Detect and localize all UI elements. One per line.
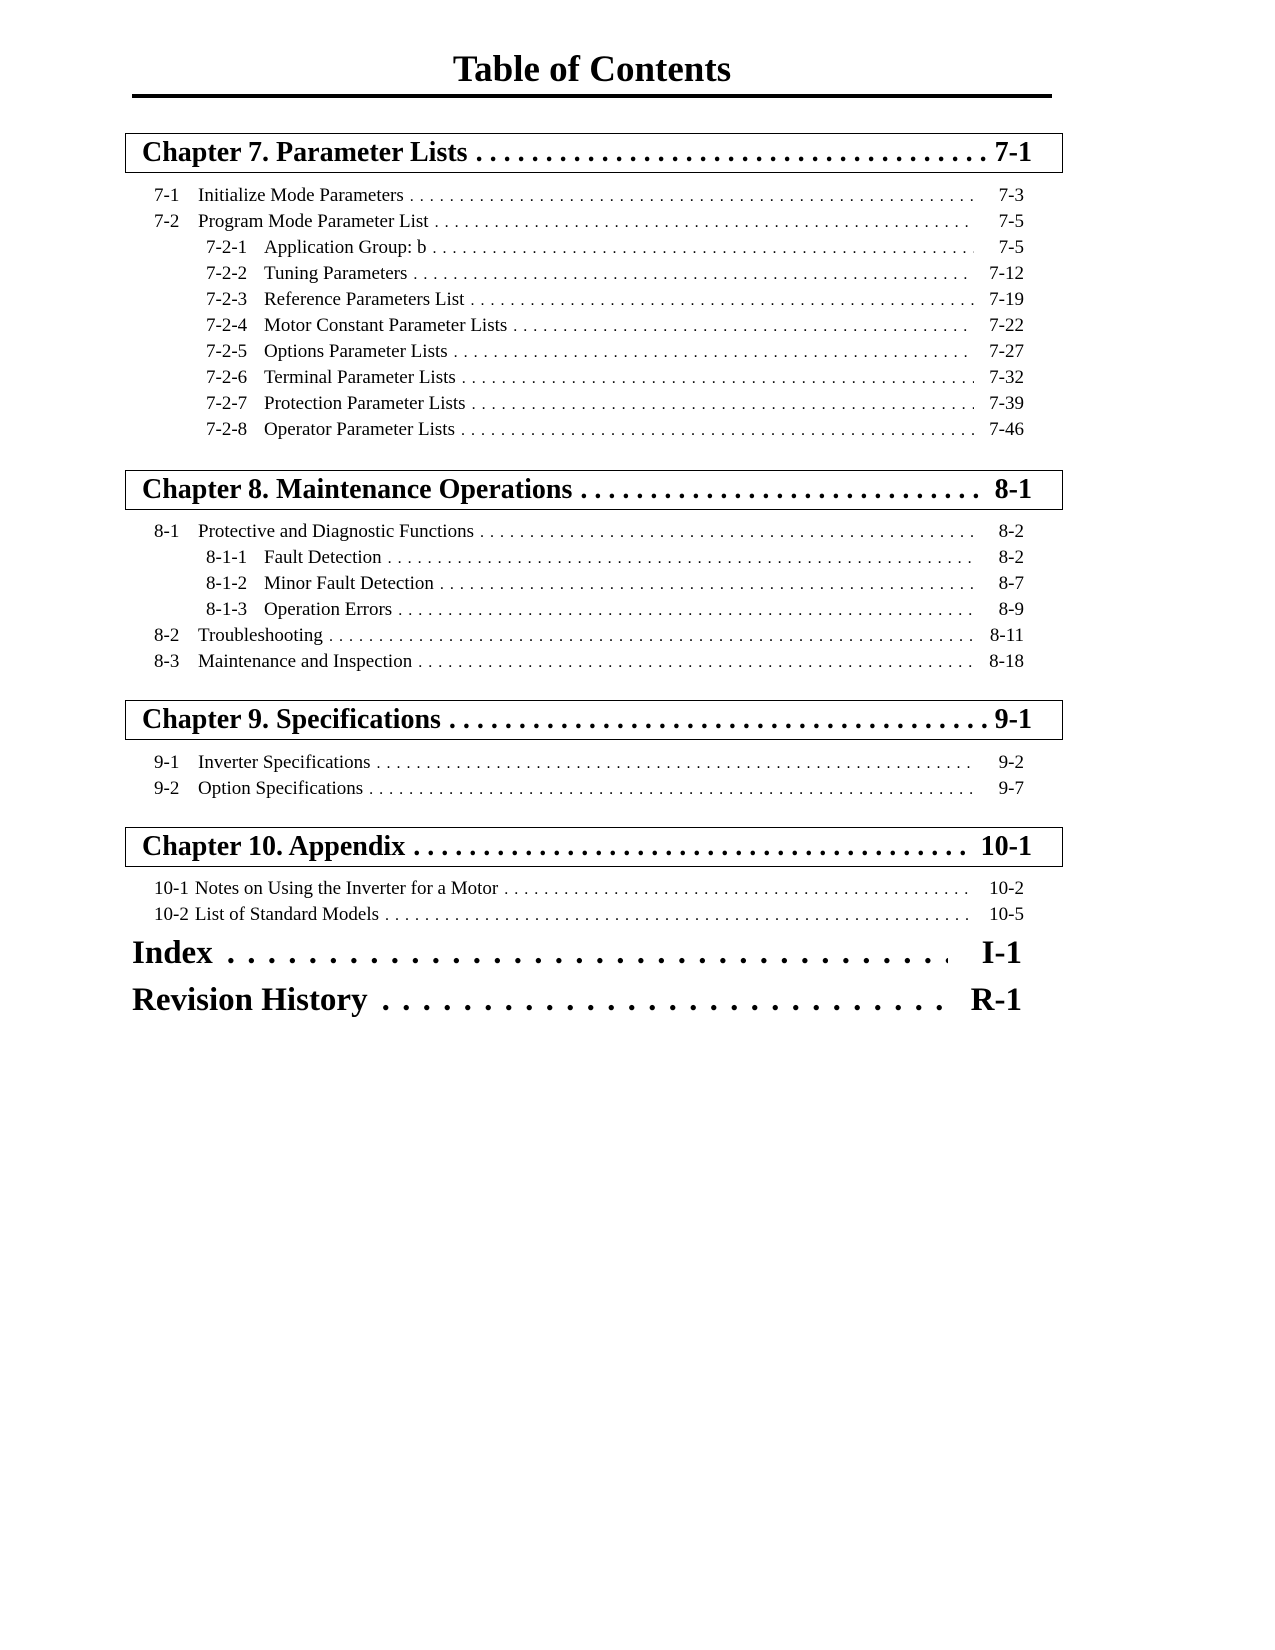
leader-dots xyxy=(504,878,974,900)
toc-entry-8-2[interactable] xyxy=(154,623,1024,649)
section-label: Options Parameter Lists xyxy=(264,341,448,362)
chapter-7-heading[interactable] xyxy=(125,133,1063,173)
toc-entry-7-1[interactable] xyxy=(154,183,1024,209)
chapter-page: 8-1 xyxy=(994,473,1032,505)
section-page: 7-12 xyxy=(989,263,1024,284)
leader-dots xyxy=(440,573,974,595)
section-number: 7-2-2 xyxy=(206,263,248,284)
toc-entry-7-2-5[interactable] xyxy=(206,339,1024,365)
leader-dots xyxy=(449,704,987,736)
chapter-title: Chapter 10. Appendix xyxy=(142,830,406,862)
section-number: 7-1 xyxy=(154,185,180,206)
toc-entry-8-1-3[interactable] xyxy=(206,597,1024,623)
section-label: Minor Fault Detection xyxy=(264,573,434,594)
chapter-page: 7-1 xyxy=(994,136,1032,168)
leader-dots xyxy=(413,831,972,863)
toc-entry-8-1-2[interactable] xyxy=(206,571,1024,597)
section-page: 10-5 xyxy=(989,904,1024,925)
leader-dots xyxy=(580,474,986,506)
section-number: 8-2 xyxy=(154,625,180,646)
section-number: 8-1-3 xyxy=(206,599,248,620)
section-label: Protection Parameter Lists xyxy=(264,393,466,414)
section-number: 7-2-8 xyxy=(206,419,248,440)
section-label: Option Specifications xyxy=(198,778,364,799)
section-label: Notes on Using the Inverter for a Motor xyxy=(194,878,499,899)
section-page: 8-2 xyxy=(998,547,1024,568)
toc-entry-revision-history[interactable] xyxy=(132,978,1022,1022)
section-number: 9-2 xyxy=(154,778,180,799)
chapter-title: Chapter 7. Parameter Lists xyxy=(142,136,468,168)
section-label: Initialize Mode Parameters xyxy=(198,185,404,206)
section-page: 7-32 xyxy=(989,367,1024,388)
toc-entry-7-2[interactable] xyxy=(154,209,1024,235)
leader-dots xyxy=(369,778,974,800)
section-page: 8-18 xyxy=(989,651,1024,672)
section-number: 8-1 xyxy=(154,521,180,542)
section-label: Operator Parameter Lists xyxy=(264,419,455,440)
section-page: 7-39 xyxy=(989,393,1024,414)
section-label: Motor Constant Parameter Lists xyxy=(264,315,508,336)
chapter-page: 9-1 xyxy=(994,703,1032,735)
section-number: 7-2-5 xyxy=(206,341,248,362)
section-number: 7-2-3 xyxy=(206,289,248,310)
toc-entry-10-1[interactable] xyxy=(154,876,1024,902)
section-page: 7-5 xyxy=(998,237,1024,258)
chapter-title: Chapter 8. Maintenance Operations xyxy=(142,473,573,505)
leader-dots xyxy=(377,752,974,774)
toc-entry-7-2-8[interactable] xyxy=(206,417,1024,443)
section-label: Fault Detection xyxy=(264,547,382,568)
leader-dots xyxy=(418,651,974,673)
leader-dots xyxy=(472,393,974,415)
chapter-title: Chapter 9. Specifications xyxy=(142,703,441,735)
section-page: 7-5 xyxy=(998,211,1024,232)
toc-entry-7-2-7[interactable] xyxy=(206,391,1024,417)
toc-entry-7-2-1[interactable] xyxy=(206,235,1024,261)
section-number: 8-1-2 xyxy=(206,573,248,594)
toc-entry-7-2-2[interactable] xyxy=(206,261,1024,287)
leader-dots xyxy=(480,521,974,543)
leader-dots xyxy=(413,263,974,285)
toc-entry-8-1[interactable] xyxy=(154,519,1024,545)
section-page: 8-9 xyxy=(998,599,1024,620)
toc-entry-8-1-1[interactable] xyxy=(206,545,1024,571)
section-label: Maintenance and Inspection xyxy=(198,651,413,672)
section-page: 7-22 xyxy=(989,315,1024,336)
section-label: Program Mode Parameter List xyxy=(198,211,429,232)
section-label: Protective and Diagnostic Functions xyxy=(198,521,474,542)
leader-dots xyxy=(329,625,974,647)
title-rule xyxy=(132,94,1052,98)
chapter-10-heading[interactable] xyxy=(125,827,1063,867)
section-label: Tuning Parameters xyxy=(264,263,408,284)
leader-dots xyxy=(470,289,974,311)
page-title: Table of Contents xyxy=(452,49,732,90)
leader-dots xyxy=(454,341,974,363)
leader-dots xyxy=(433,237,974,259)
section-label: Application Group: b xyxy=(264,237,427,258)
leader-dots xyxy=(385,904,974,926)
section-page: 8-11 xyxy=(989,625,1024,646)
index-title: Index xyxy=(132,934,213,971)
leader-dots xyxy=(462,367,974,389)
section-page: 10-2 xyxy=(989,878,1024,899)
leader-dots xyxy=(476,137,987,169)
section-label: Reference Parameters List xyxy=(264,289,465,310)
section-number: 7-2 xyxy=(154,211,180,232)
toc-entry-index[interactable] xyxy=(132,931,1022,975)
section-label: List of Standard Models xyxy=(194,904,380,925)
section-number: 7-2-6 xyxy=(206,367,248,388)
section-page: 7-19 xyxy=(989,289,1024,310)
section-number: 9-1 xyxy=(154,752,180,773)
toc-entry-7-2-3[interactable] xyxy=(206,287,1024,313)
leader-dots xyxy=(398,599,974,621)
section-number: 7-2-4 xyxy=(206,315,248,336)
section-page: 9-2 xyxy=(998,752,1024,773)
section-label: Operation Errors xyxy=(264,599,393,620)
leader-dots xyxy=(513,315,974,337)
toc-entry-7-2-6[interactable] xyxy=(206,365,1024,391)
section-number: 7-2-1 xyxy=(206,237,248,258)
section-number: 10-1 xyxy=(154,878,189,899)
section-label: Terminal Parameter Lists xyxy=(264,367,456,388)
section-number: 8-3 xyxy=(154,651,180,672)
section-label: Troubleshooting xyxy=(198,625,323,646)
chapter-8-heading[interactable] xyxy=(125,470,1063,510)
section-number: 10-2 xyxy=(154,904,189,925)
revision-history-title: Revision History xyxy=(132,981,368,1018)
leader-dots xyxy=(388,547,974,569)
leader-dots xyxy=(227,935,948,972)
leader-dots xyxy=(461,419,974,441)
toc-entry-8-3[interactable] xyxy=(154,649,1024,675)
toc-entry-7-2-4[interactable] xyxy=(206,313,1024,339)
chapter-9-heading[interactable] xyxy=(125,700,1063,740)
section-page: 9-7 xyxy=(998,778,1024,799)
leader-dots xyxy=(435,211,974,233)
section-page: 8-7 xyxy=(998,573,1024,594)
section-label: Inverter Specifications xyxy=(198,752,371,773)
section-number: 7-2-7 xyxy=(206,393,248,414)
toc-entry-10-2[interactable] xyxy=(154,902,1024,928)
chapter-page: 10-1 xyxy=(980,830,1032,862)
section-page: 7-3 xyxy=(998,185,1024,206)
index-page: I-1 xyxy=(981,934,1022,971)
section-page: 7-46 xyxy=(989,419,1024,440)
toc-entry-9-1[interactable] xyxy=(154,750,1024,776)
toc-entry-9-2[interactable] xyxy=(154,776,1024,802)
leader-dots xyxy=(382,982,948,1019)
section-number: 8-1-1 xyxy=(206,547,248,568)
section-page: 8-2 xyxy=(998,521,1024,542)
leader-dots xyxy=(410,185,974,207)
section-page: 7-27 xyxy=(989,341,1024,362)
revision-history-page: R-1 xyxy=(970,981,1022,1018)
